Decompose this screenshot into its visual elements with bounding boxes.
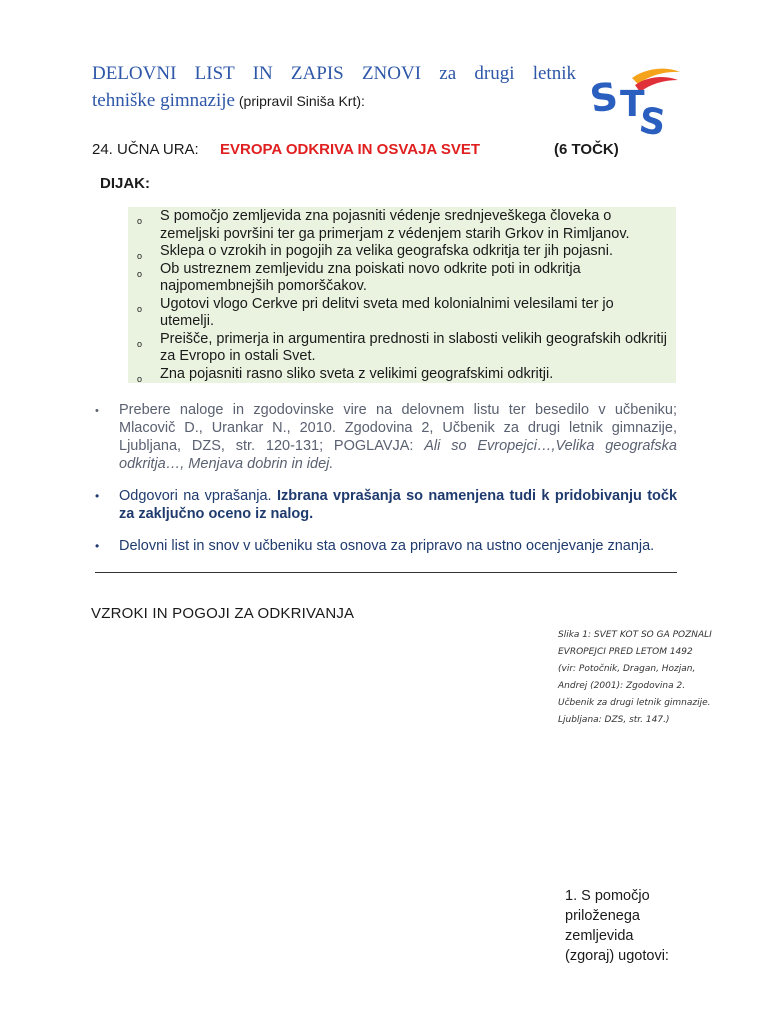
instruction-plain-text: Prebere naloge in zgodovinske vire na delovnem listu ter besedilo v učbeniku; Mlacovič D., Urankar N., 2010. Zgodovina 2, Učbenik za drugi letnik gimnazije, Ljubljana, DZS, str. 120-131; POGLAVJA: bbox=[119, 402, 677, 454]
instruction-item bbox=[95, 537, 677, 555]
instruction-text bbox=[119, 487, 677, 523]
goal-item bbox=[128, 208, 668, 243]
goal-text: S pomočjo zemljevida zna pojasniti védenje srednjeveškega človeka o zemeljski površini ter ga primerjam z védenjem starih Grkov in Rimljanov. bbox=[160, 208, 630, 242]
svg-text:T: T bbox=[620, 84, 645, 125]
caption-line: Učbenik za drugi letnik gimnazije. bbox=[558, 698, 711, 708]
goal-text: Zna pojasniti rasno sliko sveta z velikimi geografskimi odkritji. bbox=[160, 365, 554, 382]
goal-bullet: o bbox=[137, 216, 143, 226]
section-heading: VZROKI IN POGOJI ZA ODKRIVANJA bbox=[91, 605, 355, 622]
goal-item bbox=[128, 243, 668, 261]
goal-bullet: o bbox=[137, 373, 143, 384]
sts-logo-graphic bbox=[588, 66, 682, 138]
goal-bullet: o bbox=[137, 268, 143, 279]
goal-item bbox=[128, 296, 668, 331]
bullet: • bbox=[95, 405, 99, 417]
question-1 bbox=[565, 886, 695, 966]
question-line: zemljevida bbox=[565, 928, 634, 944]
goal-bullet: o bbox=[137, 338, 143, 349]
svg-text:S: S bbox=[636, 100, 669, 138]
author-credit: (pripravil Siniša Krt): bbox=[234, 93, 365, 109]
caption-line: Ljubljana: DZS, str. 147.) bbox=[558, 715, 670, 725]
goal-item bbox=[128, 366, 668, 384]
figure-caption bbox=[558, 627, 758, 729]
instruction-text bbox=[119, 401, 677, 473]
caption-line: Slika 1: SVET KOT SO GA POZNALI bbox=[558, 630, 712, 640]
goal-item bbox=[128, 331, 668, 366]
goal-text: Preišče, primerja in argumentira prednosti in slabosti velikih geografskih odkritij za Evropo in ostali Svet. bbox=[160, 330, 667, 364]
goal-bullet: o bbox=[137, 251, 143, 261]
goal-item bbox=[128, 261, 668, 296]
lesson-title: EVROPA ODKRIVA IN OSVAJA SVET bbox=[220, 141, 481, 158]
instruction-item bbox=[95, 487, 677, 523]
caption-line: EVROPEJCI PRED LETOM 1492 bbox=[558, 647, 693, 657]
lesson-number: 24. UČNA URA: bbox=[92, 141, 199, 158]
goal-text: Sklepa o vzrokih in pogojih za velika geografska odkritja ter jih pojasni. bbox=[160, 243, 613, 259]
svg-text:S: S bbox=[588, 73, 621, 122]
instruction-item bbox=[95, 401, 677, 473]
caption-line: (vir: Potočnik, Dragan, Hozjan, bbox=[558, 664, 696, 674]
bullet: • bbox=[95, 489, 100, 503]
goal-text: Ugotovi vlogo Cerkve pri delitvi sveta med kolonialnimi velesilami ter jo utemelji. bbox=[160, 295, 614, 329]
goal-bullet: o bbox=[137, 303, 143, 314]
title-line-2: tehniške gimnazije bbox=[92, 90, 235, 111]
caption-line: Andrej (2001): Zgodovina 2. bbox=[558, 681, 686, 691]
student-label: DIJAK: bbox=[100, 175, 151, 192]
page-title bbox=[92, 60, 576, 115]
question-line: priloženega bbox=[565, 908, 640, 924]
question-line: 1. S pomočjo bbox=[565, 888, 650, 904]
lesson-points: (6 TOČK) bbox=[554, 141, 619, 158]
instruction-text: Delovni list in snov v učbeniku sta osnova za pripravo na ustno ocenjevanje znanja. bbox=[119, 538, 655, 554]
chapter-titles: Ali so Evropejci…,Velika geografska odkritja…, Menjava dobrin in idej. bbox=[119, 438, 677, 472]
divider bbox=[95, 572, 677, 573]
sts-logo bbox=[588, 66, 682, 138]
title-line-1: DELOVNI LIST IN ZAPIS ZNOVI za drugi letnik bbox=[92, 63, 576, 84]
goal-text: Ob ustreznem zemljevidu zna poiskati novo odkrite poti in odkritja najpomembnejših pomorščakov. bbox=[160, 260, 581, 294]
learning-goals-box bbox=[128, 207, 676, 383]
question-line: (zgoraj) ugotovi: bbox=[565, 948, 669, 964]
instruction-plain-text: Odgovori na vprašanja. bbox=[119, 488, 277, 504]
instruction-emphasis: Izbrana vprašanja so namenjena tudi k pridobivanju točk za zaključno oceno iz nalog. bbox=[119, 488, 678, 522]
bullet: • bbox=[95, 539, 100, 553]
